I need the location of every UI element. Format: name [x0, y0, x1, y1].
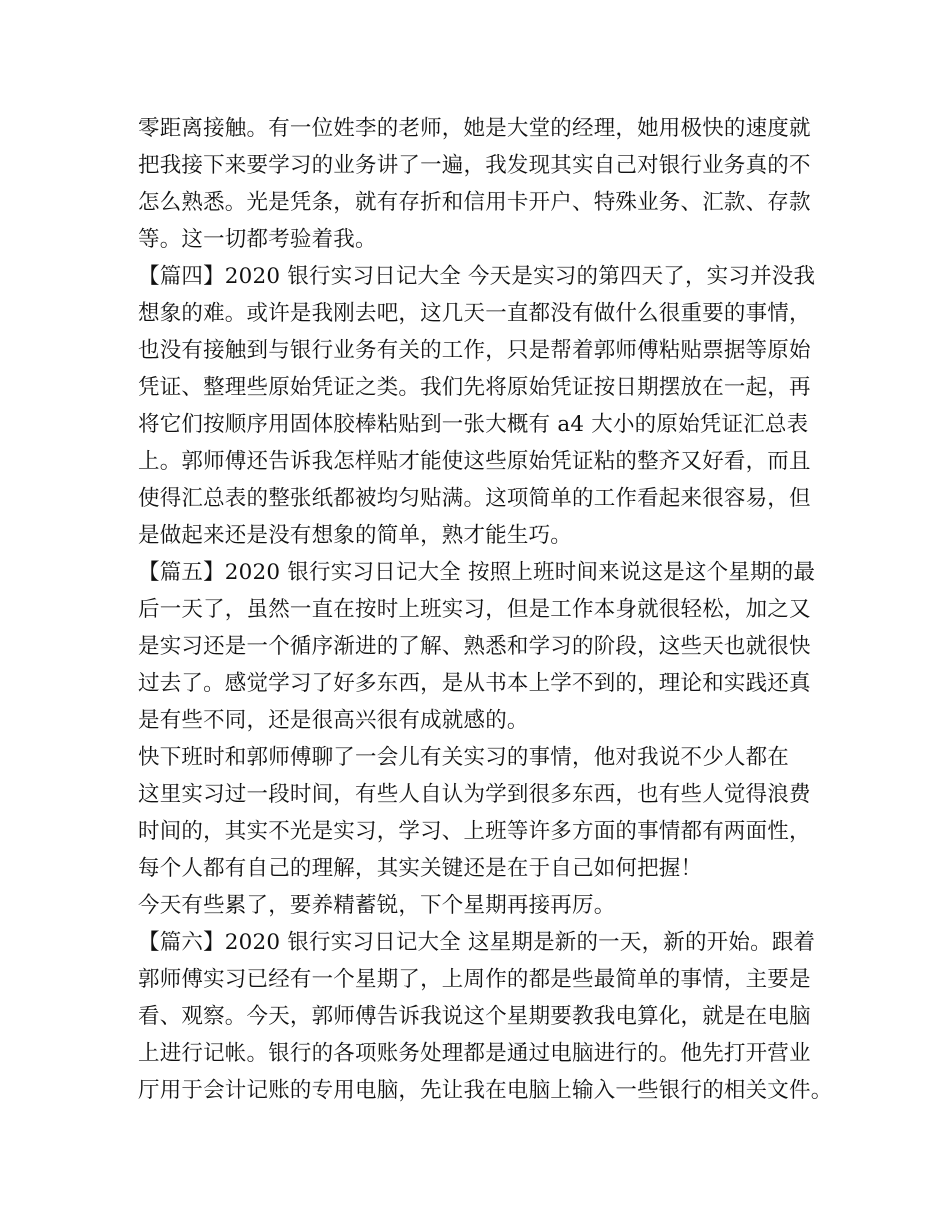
- text-line: 想象的难。或许是我刚去吧，这几天一直都没有做什么很重要的事情，: [138, 301, 811, 326]
- text-line: 快下班时和郭师傅聊了一会儿有关实习的事情，他对我说不少人都在: [138, 745, 790, 770]
- text-line: 今天有些累了，要养精蓄锐，下个星期再接再厉。: [138, 893, 616, 918]
- text-line: 上。郭师傅还告诉我怎样贴才能使这些原始凭证粘的整齐又好看，而且: [138, 449, 811, 474]
- text-line: 厅用于会计记账的专用电脑，先让我在电脑上输入一些银行的相关文件。: [138, 1078, 833, 1103]
- text-line: 后一天了，虽然一直在按时上班实习，但是工作本身就很轻松，加之又: [138, 597, 811, 622]
- text-line: 郭师傅实习已经有一个星期了，上周作的都是些最简单的事情，主要是: [138, 967, 811, 992]
- text-line: 使得汇总表的整张纸都被均匀贴满。这项简单的工作看起来很容易，但: [138, 486, 811, 511]
- section-heading-line: 【篇五】2020 银行实习日记大全 按照上班时间来说这是这个星期的最: [138, 560, 816, 585]
- text-line: 怎么熟悉。光是凭条，就有存折和信用卡开户、特殊业务、汇款、存款: [138, 190, 811, 215]
- text-line: 上进行记帐。银行的各项账务处理都是通过电脑进行的。他先打开营业: [138, 1041, 811, 1066]
- text-line: 看、观察。今天，郭师傅告诉我说这个星期要教我电算化，就是在电脑: [138, 1004, 811, 1029]
- text-line: 是做起来还是没有想象的简单，熟才能生巧。: [138, 523, 573, 548]
- text-line: 将它们按顺序用固体胶棒粘贴到一张大概有 a4 大小的原始凭证汇总表: [138, 412, 809, 437]
- text-line: 凭证、整理些原始凭证之类。我们先将原始凭证按日期摆放在一起，再: [138, 375, 811, 400]
- section-heading-line: 【篇四】2020 银行实习日记大全 今天是实习的第四天了，实习并没我: [138, 264, 816, 289]
- text-line: 是有些不同，还是很高兴很有成就感的。: [138, 708, 529, 733]
- text-line: 等。这一切都考验着我。: [138, 227, 377, 252]
- text-line: 也没有接触到与银行业务有关的工作，只是帮着郭师傅粘贴票据等原始: [138, 338, 811, 363]
- text-line: 过去了。感觉学习了好多东西，是从书本上学不到的，理论和实践还真: [138, 671, 811, 696]
- text-line: 时间的，其实不光是实习，学习、上班等许多方面的事情都有两面性，: [138, 819, 811, 844]
- section-heading-line: 【篇六】2020 银行实习日记大全 这星期是新的一天，新的开始。跟着: [138, 930, 816, 955]
- text-line: 零距离接触。有一位姓李的老师，她是大堂的经理，她用极快的速度就: [138, 116, 811, 141]
- text-line: 每个人都有自己的理解，其实关键还是在于自己如何把握！: [138, 856, 703, 881]
- text-line: 把我接下来要学习的业务讲了一遍，我发现其实自己对银行业务真的不: [138, 153, 811, 178]
- text-line: 这里实习过一段时间，有些人自认为学到很多东西，也有些人觉得浪费: [138, 782, 811, 807]
- text-line: 是实习还是一个循序渐进的了解、熟悉和学习的阶段，这些天也就很快: [138, 634, 811, 659]
